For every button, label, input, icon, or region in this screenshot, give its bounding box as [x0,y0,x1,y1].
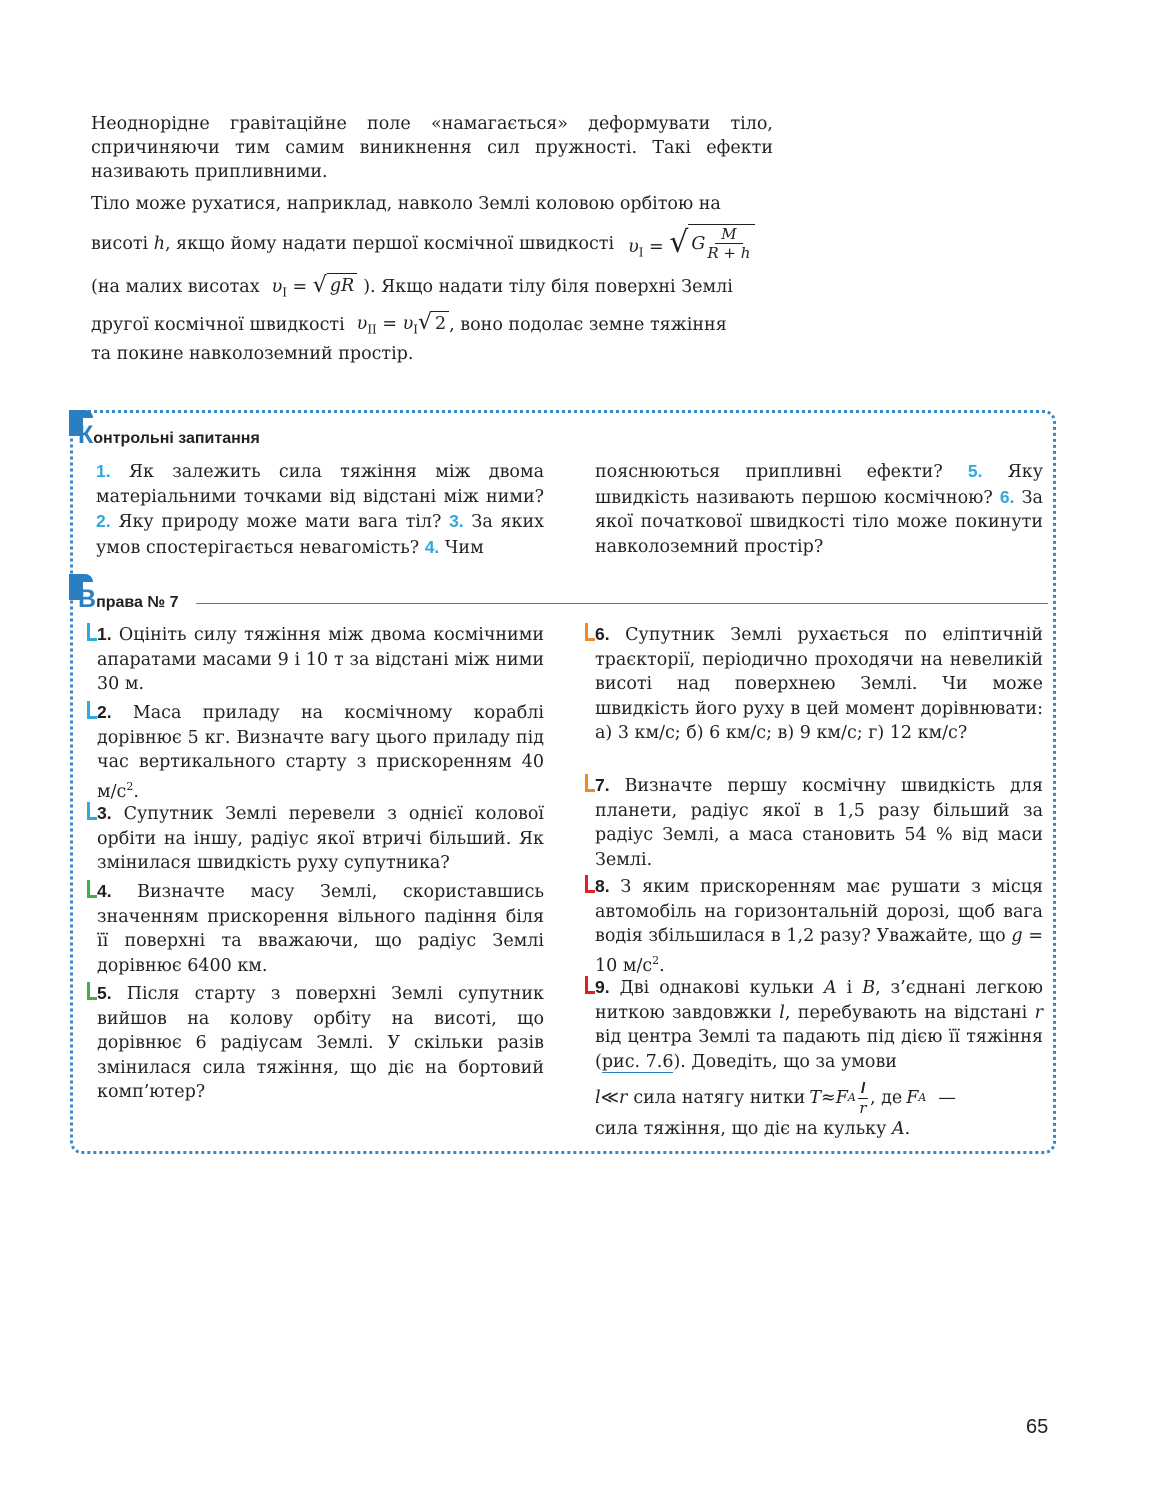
exercise-item-6: 6. Супутник Землі рухається по еліптичній траєкторії, періодично проходячи на невеликій висоті над поверхнею Землі. Чи може швидкість його руху в цей момент дорівнювати: а) 3 км/с; б) 6 км/с; в) 9 км/с; г) 12 км/с? [595,622,1043,746]
page-number: 65 [1026,1416,1049,1438]
exercise-item-8: 8. З яким прискоренням має рушати з місця автомобіль на горизонтальній дорозі, щоб вага водія збільшилася в 1,2 разу? Уважайте, що g = 10 $м/с^2$. [595,874,1043,978]
level-marker-icon [87,880,97,898]
level-marker-icon [585,875,595,893]
intro-formula-line-1: висоті h , якщо йому надати першої космічної швидкості $\upsilon_I$ = √ G $\frac{M}{R + h}$ [91,224,773,265]
level-marker-icon [585,976,595,994]
questions-title: Контрольні запитання [78,421,260,449]
questions-left-column: 1. Як залежить сила тяжіння між двома матеріальними точками від відстані між ними? 2. Яку природу може мати вага тіл? 3. За яких умов спостерігається невагомість? 4. Чим [96,461,544,558]
exercise-item-7: 7. Визначте першу космічну швидкість для планети, радіус якої в 1,5 разу більший за радіус Землі, а маса становить 54 % від маси Землі. [595,773,1043,872]
level-marker-icon [585,623,595,641]
level-marker-icon [87,623,97,641]
questions-right-column: пояснюються припливні ефекти? 5. Яку швидкість називають першою космічною? 6. За якої початкової швидкості тіло може покинути навколоземний простір? [595,461,1043,557]
figure-link[interactable]: рис. 7.6 [601,1051,674,1072]
exercise-item-9: 9. Дві однакові кульки A і B, з’єднані легкою ниткою завдовжки l, перебувають на відстані r від центра Землі та падають під дією її тяжіння (рис. 7.6). Доведіть, що за умови l ≪ r сила натягу нитки T ≈ F A $\frac{l}{r}$ , де F A — сила тяжіння, що діє на кульку A. [595,975,1043,1142]
exercise-item-2: 2. Маса приладу на космічному кораблі дорівнює 5 кг. Визначте вагу цього приладу під час вертикального старту з прискоренням 40 $м/с^2$. [97,700,544,804]
level-marker-icon [87,802,97,820]
second-cosmic-velocity-formula: $\upsilon_{II} = \upsilon_I$ √ 2 [357,308,449,342]
tension-formula-line: l ≪ r сила натягу нитки T ≈ F A $\frac{l}{r}$ , де F A — [595,1080,956,1117]
exercise-item-1: 1. Оцініть силу тяжіння між двома космічними апаратами масами 9 і 10 т за відстані між ними 30 м. [97,622,544,697]
exercise-item-5: 5. Після старту з поверхні Землі супутник вийшов на колову орбіту на висоті, що дорівнює 6 радіусам Землі. У скільки разів змінилася сила тяжіння, що діє на бортовий комп’ютер? [97,981,544,1105]
exercise-item-3: 3. Супутник Землі перевели з однієї колової орбіти на іншу, радіус якої втричі більший. Як змінилася швидкість руху супутника? [97,801,544,876]
intro-text [91,112,773,366]
tension-formula-tail: сила тяжіння, що діє на кульку A. [595,1119,911,1139]
level-marker-icon [87,701,97,719]
exercise-item-4: 4. Визначте масу Землі, скориставшись значенням прискорення вільного падіння біля її поверхні та вважаючи, що радіус Землі дорівнює 6400 км. [97,879,544,978]
intro-paragraph-1: Неоднорідне гравітаційне поле «намагається» деформувати тіло, спричиняючи тим самим виникнення сил пружності. Такі ефекти називають припливними. [91,114,773,182]
exercise-title: Вправа № 7 [78,585,179,613]
intro-formula-line-2: (на малих висотах $\upsilon_I$ = √ gR ). Якщо надати тілу біля поверхні Землі [91,271,773,305]
level-marker-icon [585,774,595,792]
first-cosmic-velocity-formula: $\upsilon_I$ = √ G $\frac{M}{R + h}$ [628,224,755,265]
exercise-title-rule [196,603,1048,604]
intro-formula-line-3: другої космічної швидкості $\upsilon_{II} = \upsilon_I$ √ 2 , воно подолає земне тяжіння [91,308,773,342]
level-marker-icon [87,982,97,1000]
intro-paragraph-last: та покине навколоземний простір. [91,343,414,364]
low-altitude-formula: $\upsilon_I$ = √ gR [272,271,358,305]
intro-paragraph-2-line-1: Тіло може рухатися, наприклад, навколо Землі коловою орбітою на [91,194,721,214]
